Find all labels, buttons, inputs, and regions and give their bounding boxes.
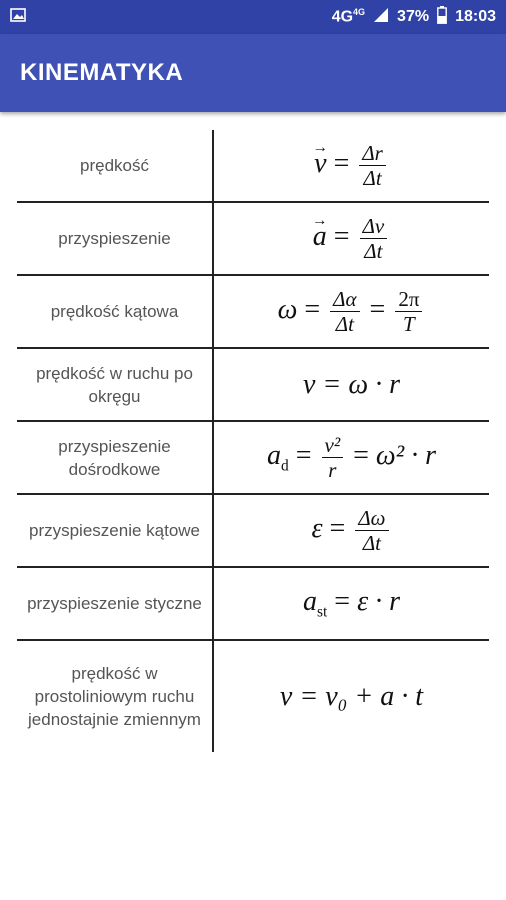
clock: 18:03 — [455, 8, 496, 25]
table-row — [17, 202, 489, 275]
acceleration-formula: → a = $\frac{\Delta v}{\Delta t}$ — [213, 202, 489, 275]
row-label: prędkość kątowa — [17, 275, 213, 348]
table-row — [17, 567, 489, 640]
signal-icon — [373, 7, 389, 28]
row-label: przyspieszenie — [17, 202, 213, 275]
table-row — [17, 421, 489, 494]
row-label: prędkość — [17, 130, 213, 202]
app-bar — [0, 34, 506, 112]
status-bar — [0, 0, 506, 34]
row-label: prędkość w prostoliniowym ruchu jednostajnie zmiennym — [17, 640, 213, 752]
gallery-icon — [10, 7, 26, 28]
angular-acceleration-formula: ε = $\frac{\Delta\omega}{\Delta t}$ — [213, 494, 489, 567]
table-row — [17, 130, 489, 202]
tangential-acceleration-formula: $a_{st} = \varepsilon \cdot r$ — [213, 567, 489, 640]
battery-percentage: 37% — [397, 8, 430, 25]
centripetal-acceleration-formula: $a_d$ = $\frac{\text{v²}}{r}$ = ω² · r — [213, 421, 489, 494]
battery-icon — [437, 6, 447, 29]
row-label: przyspieszenie kątowe — [17, 494, 213, 567]
formula-table-container — [0, 112, 506, 752]
row-label: przyspieszenie dośrodkowe — [17, 421, 213, 494]
network-indicator: $4G^{4G}$ — [331, 7, 366, 26]
table-row — [17, 275, 489, 348]
table-row — [17, 348, 489, 421]
table-row — [17, 494, 489, 567]
circular-velocity-formula: v = ω · r — [213, 348, 489, 421]
formula-table — [17, 130, 489, 752]
uniform-acceleration-velocity-formula: v = v₀ + a · t — [279, 680, 424, 712]
row-label: przyspieszenie styczne — [17, 567, 213, 640]
angular-velocity-formula: ω = $\frac{\Delta\alpha}{\Delta t}$ = $\frac{2\pi}{T}$ — [213, 275, 489, 348]
page-title: KINEMATYKA — [20, 59, 184, 86]
velocity-formula: → v = $\frac{\Delta r}{\Delta t}$ — [213, 130, 489, 202]
table-row — [17, 640, 489, 752]
row-label: prędkość w ruchu po okręgu — [17, 348, 213, 421]
